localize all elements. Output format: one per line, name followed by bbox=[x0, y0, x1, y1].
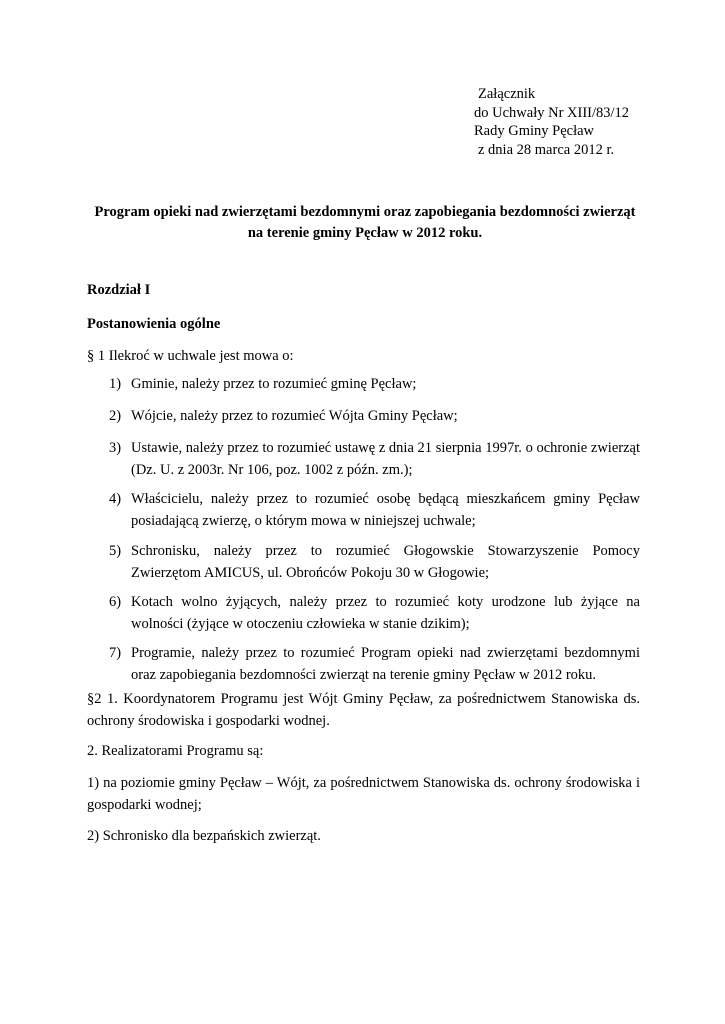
item-text: Programie, należy przez to rozumieć Program opieki nad zwierzętami bezdomnymi oraz zapobiegania bezdomności zwierząt na terenie gminy Pęcław w 2012 roku. bbox=[131, 645, 640, 683]
paragraph-2-executor-2: 2) Schronisko dla bezpańskich zwierząt. bbox=[87, 828, 321, 844]
item-number: 4) bbox=[109, 491, 122, 507]
item-number: 7) bbox=[109, 645, 122, 661]
list-item bbox=[109, 437, 640, 481]
attachment-header bbox=[474, 85, 629, 159]
list-item bbox=[109, 540, 640, 584]
paragraph-2-executor-1: 1) na poziomie gminy Pęcław – Wójt, za pośrednictwem Stanowiska ds. ochrony środowiska i gospodarki wodnej; bbox=[87, 775, 640, 813]
list-item bbox=[109, 642, 640, 686]
title-line-1: Program opieki nad zwierzętami bezdomnymi oraz zapobiegania bezdomności zwierząt bbox=[94, 204, 636, 220]
attachment-label: Załącznik bbox=[478, 86, 536, 102]
attachment-resolution: do Uchwały Nr XIII/83/12 bbox=[474, 104, 630, 121]
item-text: Właścicielu, należy przez to rozumieć osobę będącą mieszkańcem gminy Pęcław posiadającą zwierzę, o którym mowa w niniejszej uchwale; bbox=[131, 491, 640, 529]
chapter-heading: Rozdział I bbox=[87, 282, 151, 298]
section-heading: Postanowienia ogólne bbox=[87, 316, 221, 332]
paragraph-1-intro: § 1 Ilekroć w uchwale jest mowa o: bbox=[87, 348, 294, 364]
item-text: Ustawie, należy przez to rozumieć ustawę z dnia 21 sierpnia 1997r. o ochronie zwierząt (Dz. U. z 2003r. Nr 106, poz. 1002 z późn. zm.); bbox=[131, 440, 640, 478]
list-item bbox=[109, 405, 640, 427]
item-text: Kotach wolno żyjących, należy przez to rozumieć koty urodzone lub żyjące na wolności (żyjące w otoczeniu człowieka w stanie dzikim); bbox=[131, 594, 640, 632]
item-number: 5) bbox=[109, 543, 122, 559]
paragraph-2-executors: 2. Realizatorami Programu są: bbox=[87, 743, 264, 759]
list-item bbox=[109, 373, 640, 395]
item-text: Gminie, należy przez to rozumieć gminę Pęcław; bbox=[131, 376, 417, 392]
attachment-council: Rady Gminy Pęcław bbox=[474, 123, 595, 139]
item-text: Wójcie, należy przez to rozumieć Wójta Gminy Pęcław; bbox=[131, 408, 458, 424]
attachment-date: z dnia 28 marca 2012 r. bbox=[478, 141, 615, 158]
document-title bbox=[80, 202, 650, 244]
paragraph-2-coordinator: §2 1. Koordynatorem Programu jest Wójt Gminy Pęcław, za pośrednictwem Stanowiska ds. ochrony środowiska i gospodarki wodnej. bbox=[87, 691, 640, 729]
item-text: Schronisku, należy przez to rozumieć Głogowskie Stowarzyszenie Pomocy Zwierzętom AMICUS, ul. Obrońców Pokoju 30 w Głogowie; bbox=[131, 543, 640, 581]
list-item bbox=[109, 488, 640, 532]
title-line-2: na terenie gminy Pęcław w 2012 roku. bbox=[247, 225, 483, 241]
item-number: 1) bbox=[109, 376, 122, 392]
item-number: 2) bbox=[109, 408, 122, 424]
item-number: 6) bbox=[109, 594, 122, 610]
list-item bbox=[109, 591, 640, 635]
item-number: 3) bbox=[109, 440, 122, 456]
